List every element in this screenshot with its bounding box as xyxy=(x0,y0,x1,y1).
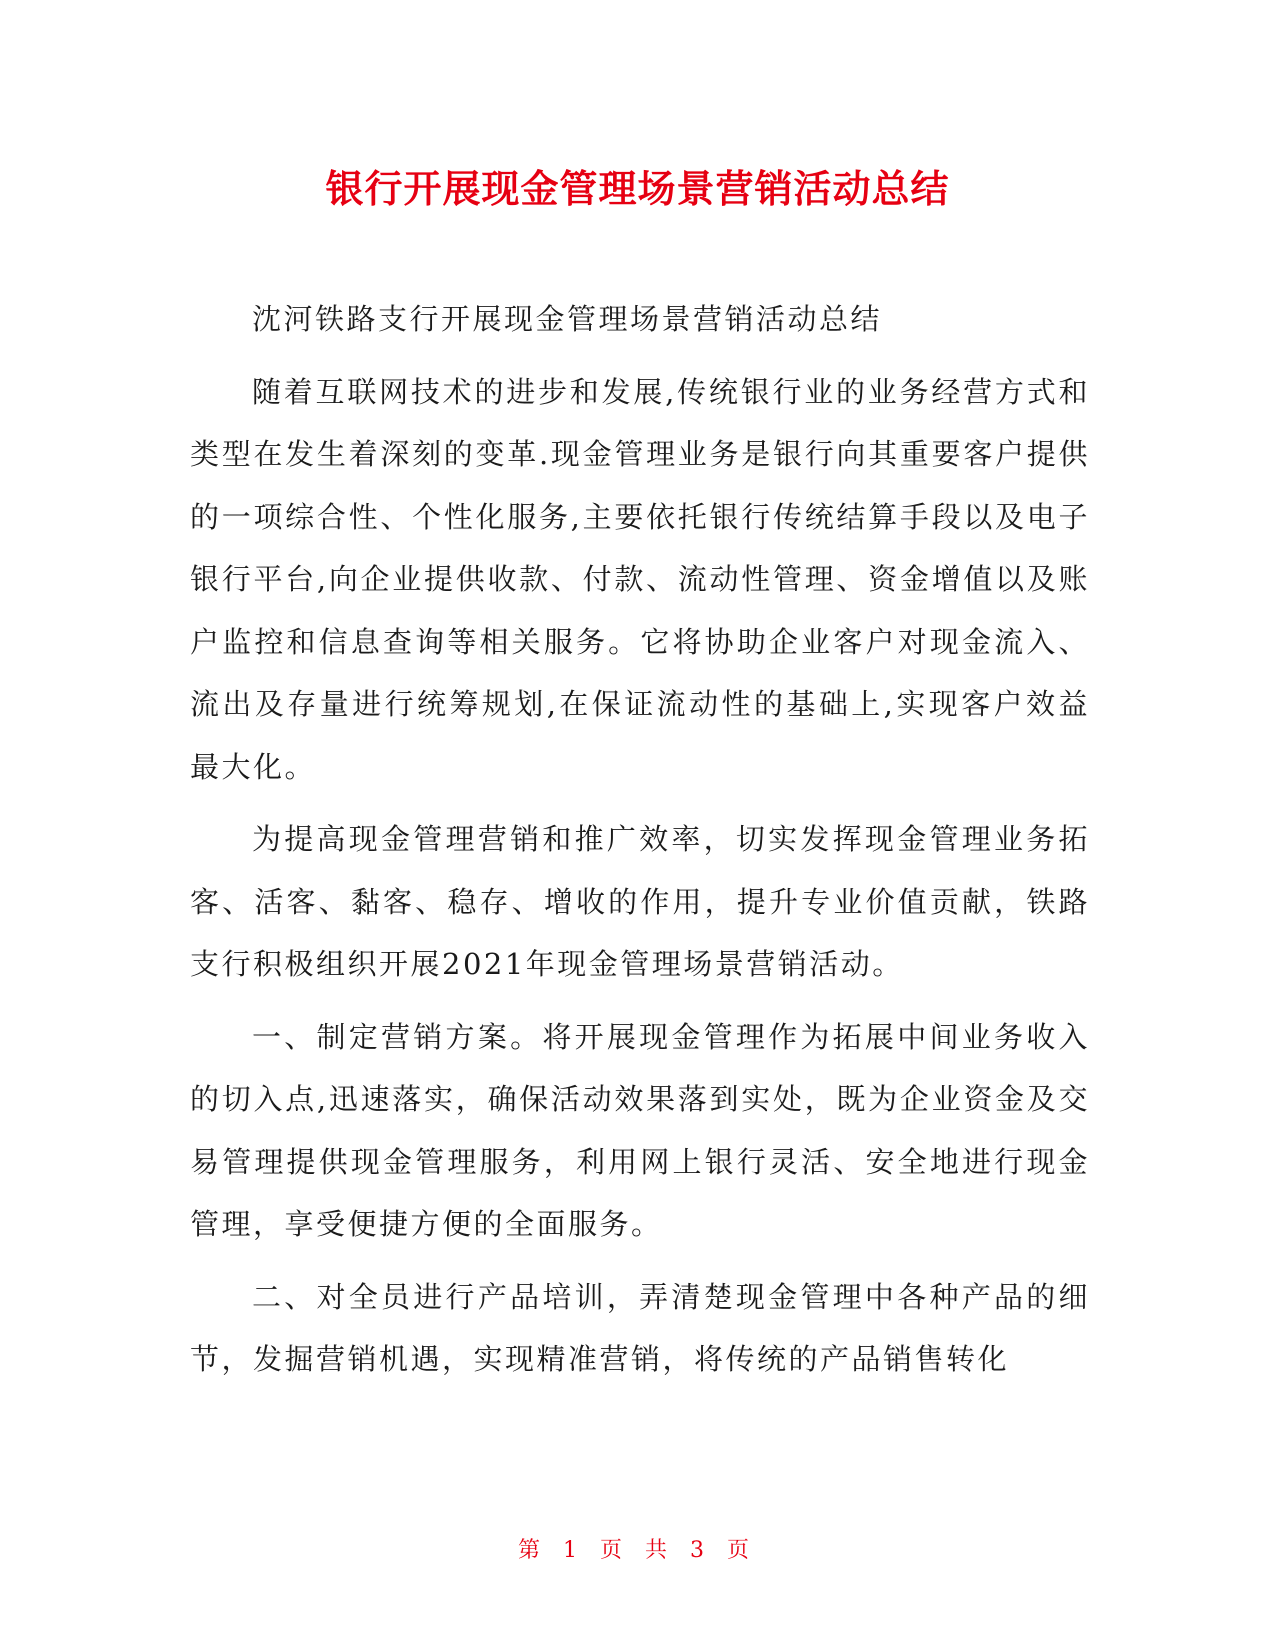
page-number: 第 1 页 共 3 页 xyxy=(518,1538,757,1563)
paragraph-intro: 随着互联网技术的进步和发展,传统银行业的业务经营方式和类型在发生着深刻的变革.现金管理业务是银行向其重要客户提供的一项综合性、个性化服务,主要依托银行传统结算手段以及电子银行平台,向企业提供收款、付款、流动性管理、资金增值以及账户监控和信息查询等相关服务。它将协助企业客户对现金流入、流出及存量进行统筹规划,在保证流动性的基础上,实现客户效益最大化。 xyxy=(190,374,1090,784)
paragraph-purpose: 为提高现金管理营销和推广效率，切实发挥现金管理业务拓客、活客、黏客、稳存、增收的作用，提升专业价值贡献，铁路支行积极组织开展2021年现金管理场景营销活动。 xyxy=(190,822,1090,981)
document-body xyxy=(190,288,1090,1401)
paragraph-heading: 沈河铁路支行开展现金管理场景营销活动总结 xyxy=(252,302,883,336)
page-title: 银行开展现金管理场景营销活动总结 xyxy=(325,167,950,211)
paragraph-section-two: 二、对全员进行产品培训，弄清楚现金管理中各种产品的细节，发掘营销机遇，实现精准营销，将传统的产品销售转化 xyxy=(190,1279,1090,1376)
paragraph-section-one: 一、制定营销方案。将开展现金管理作为拓展中间业务收入的切入点,迅速落实，确保活动效果落到实处，既为企业资金及交易管理提供现金管理服务，利用网上银行灵活、安全地进行现金管理，享受便捷方便的全面服务。 xyxy=(190,1019,1090,1241)
